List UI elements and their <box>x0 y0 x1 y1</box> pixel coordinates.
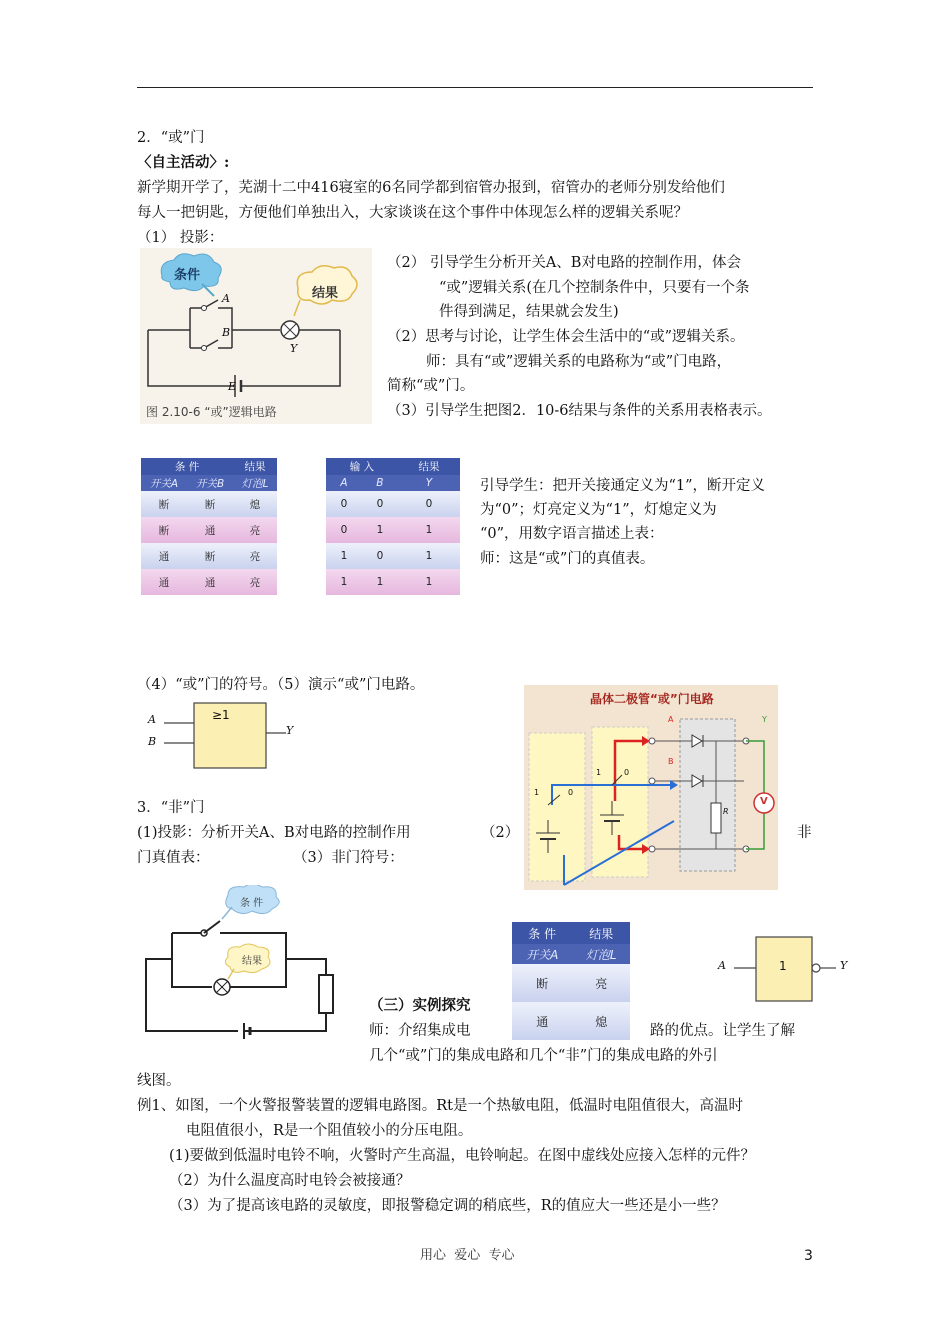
question-2: （2）为什么温度高时电铃会被接通？ <box>169 1173 411 1189</box>
example-text: 几个“或”门的集成电路和几个“非”门的集成电路的外引 <box>369 1048 718 1064</box>
table-subheader: Y <box>398 475 460 491</box>
demo-title: 晶体二极管“或”门电路 <box>590 692 714 706</box>
intro-text: 每人一把钥匙，方便他们单独出入，大家谈谈在这个事件中体现怎么样的逻辑关系呢？ <box>137 205 688 221</box>
section3-text: (1)投影：分析开关A、B对电路的控制作用 <box>137 825 411 841</box>
table-header: 结果 <box>233 458 277 475</box>
not-gate-symbol <box>712 935 862 1005</box>
step-4-5: （4）“或”门的符号。（5）演示“或”门电路。 <box>137 677 425 693</box>
table-cell: 0 <box>362 543 398 569</box>
activity-label: 〈自主活动〉: <box>137 154 230 171</box>
or-truth-table-words <box>141 458 277 595</box>
or-input-b: B <box>148 735 157 748</box>
table-subheader: 灯泡L <box>233 475 277 491</box>
section3-text: （2） <box>481 825 520 841</box>
battery-e-label: E <box>228 380 237 393</box>
bubble-result-label: 结果 <box>312 286 339 301</box>
table-cell: 1 <box>362 569 398 595</box>
table-subheader: 灯泡L <box>572 944 630 964</box>
switch2-on-label: 1 <box>596 768 602 777</box>
table-cell: 0 <box>326 517 362 543</box>
table-row <box>326 543 460 569</box>
demo-label-v: V <box>760 796 768 807</box>
diode-or-gate-demo <box>524 685 778 890</box>
header-rule <box>137 87 813 88</box>
question-1: (1)要做到低温时电铃不响，火警时产生高温，电铃响起。在图中虚线处应接入怎样的元件？ <box>169 1148 756 1164</box>
resistor-icon <box>711 803 721 833</box>
or-gate-symbol <box>140 700 310 775</box>
guide-text: 为“0”；灯亮定义为“1”，灯熄定义为 <box>480 502 717 518</box>
step-2b: （2）思考与讨论，让学生体会生活中的“或”逻辑关系。 <box>387 329 745 345</box>
table-row <box>512 1002 630 1040</box>
step-2: （2） 引导学生分析开关A、B对电路的控制作用，体会 <box>387 255 741 271</box>
bubble-condition-label: 条件 <box>174 268 201 283</box>
table-cell: 1 <box>398 517 460 543</box>
not-output-y: Y <box>840 959 848 972</box>
not-input-a: A <box>718 959 726 972</box>
table-cell: 0 <box>326 491 362 517</box>
question-3: （3）为了提高该电路的灵敏度，即报警稳定调的稍底些，R的值应大一些还是小一些？ <box>169 1198 726 1214</box>
table-cell: 熄 <box>233 491 277 517</box>
footer-motto: 用心 爱心 专心 <box>420 1248 515 1263</box>
table-row <box>141 491 277 517</box>
example-text: 线图。 <box>137 1073 181 1089</box>
demo-label-r: R <box>723 807 729 816</box>
lamp-y-label: Y <box>290 342 298 355</box>
section3-text: （3）非门符号： <box>293 850 404 866</box>
table-row <box>326 517 460 543</box>
table-subheader: B <box>362 475 398 491</box>
teacher-remark: 简称“或”门。 <box>387 378 475 394</box>
table-cell: 0 <box>362 491 398 517</box>
table-cell: 亮 <box>572 964 630 1002</box>
table-cell: 1 <box>326 543 362 569</box>
switch2-off-label: 0 <box>624 768 630 777</box>
table-cell: 熄 <box>572 1002 630 1040</box>
table-cell: 0 <box>398 491 460 517</box>
table-row <box>512 964 630 1002</box>
section3-text: 门真值表： <box>137 850 210 866</box>
section-title-or-gate: 2．“或”门 <box>137 130 205 146</box>
table-cell: 通 <box>141 569 187 595</box>
switch1-on-label: 1 <box>534 788 540 797</box>
switch1-off-label: 0 <box>568 788 574 797</box>
table-header: 结果 <box>572 922 630 944</box>
table-cell: 通 <box>512 1002 572 1040</box>
example-1: 电阻值很小，R是一个阻值较小的分压电阻。 <box>186 1123 473 1139</box>
table-cell: 1 <box>398 569 460 595</box>
table-subheader: A <box>326 475 362 491</box>
table-row <box>326 569 460 595</box>
guide-text: “0”，用数字语言描述上表： <box>480 526 664 542</box>
table-cell: 断 <box>187 491 233 517</box>
table-subheader: 开关A <box>512 944 572 964</box>
table-row <box>141 543 277 569</box>
table-cell: 断 <box>187 543 233 569</box>
or-output-y: Y <box>286 724 294 737</box>
table-cell: 断 <box>141 491 187 517</box>
table-header: 条 件 <box>141 458 233 475</box>
bubble-result-label: 结果 <box>242 956 262 967</box>
step-1: （1） 投影： <box>137 230 224 246</box>
resistor-icon <box>319 975 333 1013</box>
step-2: 件得到满足，结果就会发生) <box>439 304 619 320</box>
intro-text: 新学期开学了，芜湖十二中416寝室的6名同学都到宿管办报到，宿管办的老师分别发给他们 <box>137 180 725 196</box>
table-header: 输 入 <box>326 458 398 475</box>
guide-text: 引导学生：把开关接通定义为“1”，断开定义 <box>480 478 766 494</box>
table-cell: 1 <box>362 517 398 543</box>
step-3: （3）引导学生把图2．10-6结果与条件的关系用表格表示。 <box>387 403 772 419</box>
example-heading: （三）实例探究 <box>369 997 471 1014</box>
not-circuit-figure <box>140 885 340 1055</box>
table-cell: 通 <box>141 543 187 569</box>
table-row <box>141 569 277 595</box>
demo-label-a: A <box>668 715 674 724</box>
or-circuit-figure <box>140 248 372 424</box>
example-text: 路的优点。让学生了解 <box>650 1023 795 1039</box>
table-cell: 断 <box>141 517 187 543</box>
table-row <box>326 491 460 517</box>
not-gate-label: 1 <box>779 959 787 973</box>
not-truth-table <box>512 922 630 1040</box>
table-cell: 亮 <box>233 517 277 543</box>
switch-a-label: A <box>222 292 230 305</box>
figure-caption: 图 2.10-6 “或”逻辑电路 <box>146 405 277 419</box>
table-subheader: 开关A <box>141 475 187 491</box>
table-row <box>141 517 277 543</box>
table-subheader: 开关B <box>187 475 233 491</box>
step-2: “或”逻辑关系(在几个控制条件中，只要有一个条 <box>439 280 750 296</box>
teacher-remark: 师：这是“或”门的真值表。 <box>480 551 655 567</box>
or-truth-table-binary <box>326 458 460 595</box>
teacher-remark: 师：具有“或”逻辑关系的电路称为“或”门电路， <box>426 354 732 370</box>
table-cell: 1 <box>398 543 460 569</box>
example-1: 例1、如图，一个火警报警装置的逻辑电路图。Rt是一个热敏电阻，低温时电阻值很大，高温时 <box>137 1098 743 1114</box>
table-header: 条 件 <box>512 922 572 944</box>
table-cell: 通 <box>187 517 233 543</box>
demo-label-b: B <box>668 757 674 766</box>
or-gate-label: ≥1 <box>212 708 230 722</box>
section3-text: 非 <box>797 825 812 841</box>
table-cell: 断 <box>512 964 572 1002</box>
switch-b-label: B <box>222 326 231 339</box>
bubble-condition-label: 条 件 <box>240 898 264 909</box>
table-cell: 亮 <box>233 569 277 595</box>
demo-label-y: Y <box>762 715 767 724</box>
table-header: 结果 <box>398 458 460 475</box>
or-input-a: A <box>148 713 156 726</box>
table-cell: 通 <box>187 569 233 595</box>
table-cell: 1 <box>326 569 362 595</box>
table-cell: 亮 <box>233 543 277 569</box>
section-title-not-gate: 3．“非”门 <box>137 800 205 816</box>
example-text: 师：介绍集成电 <box>369 1023 471 1039</box>
page-number: 3 <box>804 1248 813 1264</box>
